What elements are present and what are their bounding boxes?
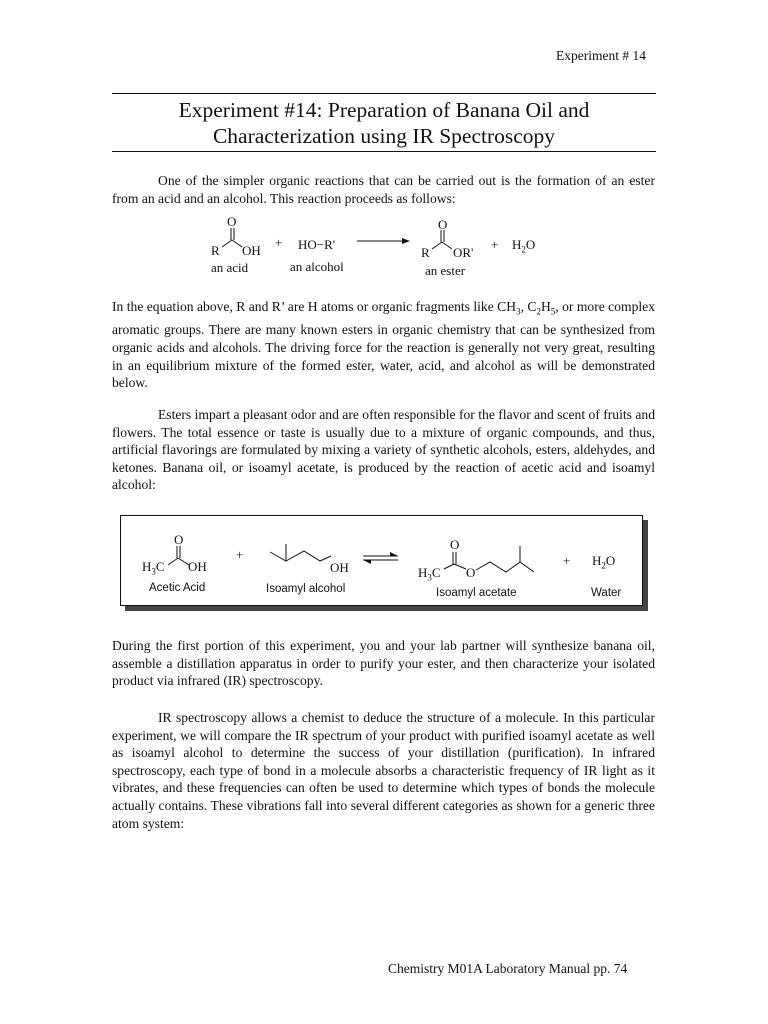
acetic-h: H — [142, 559, 152, 574]
banana-water-formula — [592, 554, 615, 573]
running-header: Experiment # 14 — [556, 48, 646, 63]
p2-text-a: In the equation above, R and R’ are H atoms or organic fragments like CH — [112, 299, 517, 314]
page-title-line-2: Characterization using IR Spectroscopy — [212, 124, 556, 148]
paragraph-intro: One of the simpler organic reactions that can be carried out is the formation of an ester from an acid and an alcohol. This reaction proceeds as follows: — [112, 173, 655, 206]
acid-carbonyl-o: O — [227, 214, 237, 229]
sub-2: 2 — [536, 306, 541, 317]
isoamyl-acetate-carbonyl-o: O — [450, 537, 460, 552]
banana-water-sub: 2 — [601, 560, 606, 571]
alcohol-label: an alcohol — [290, 259, 344, 274]
isoamyl-acetate-ester-o: O — [466, 565, 476, 580]
acetic-acid-label: Acetic Acid — [149, 582, 206, 594]
sub-3: 3 — [516, 306, 521, 317]
paragraph-esters: Esters impart a pleasant odor and are often responsible for the flavor and scent of fruits and flowers. The total essence or taste is usually due to a mixture of organic compounds, and thus, artificial flavorings are formulated by mixing a variety of synthetic alcohols, esters, aldehydes, and ketones. Banana oil, or isoamyl acetate, is produced by the reaction of acetic acid and isoamyl alcohol: — [112, 407, 655, 493]
p2-text-d: , or more complex aromatic groups. There are many known esters in organic chemistry that can be synthesized from organic acids and alcohols. The driving force for the reaction is generally not very great, resulting in an equilibrium mixture of the formed ester, water, acid, and alcohol as will be demonstrated below. — [112, 299, 655, 391]
ester-carbonyl-o: O — [438, 217, 448, 232]
isoamyl-acetate-label: Isoamyl acetate — [436, 587, 517, 599]
plus-sign-3: + — [236, 547, 244, 562]
alcohol-formula: HO−R' — [298, 237, 336, 252]
paragraph-synthesis: During the first portion of this experiment, you and your lab partner will synthesize banana oil, assemble a distillation apparatus in order to purify your ester, and then characterize your isolated product via infrared (IR) spectroscopy. — [112, 638, 655, 689]
acetic-acid-h3c — [142, 560, 165, 579]
page-title-line-1: Experiment #14: Preparation of Banana Oil and — [178, 98, 590, 122]
paragraph-ir-spectroscopy: IR spectroscopy allows a chemist to deduce the structure of a molecule. In this particular experiment, we will compare the IR spectrum of your product with purified isoamyl acetate as well as isoamyl alcohol to determine the success of your distillation (purification). In infrared spectroscopy, each type of bond in a molecule absorbs a characteristic frequency of IR light as it vibrates, and these frequencies can often be used to determine which types of bonds the molecule actually contains. These vibrations fall into several different categories as shown for a generic three atom system: — [112, 710, 655, 831]
page-footer: Chemistry M01A Laboratory Manual pp. 74 — [388, 961, 628, 976]
acid-oh: OH — [242, 243, 261, 258]
plus-sign-4: + — [563, 553, 571, 568]
acetic-c: C — [155, 559, 165, 574]
plus-sign-2: + — [491, 237, 499, 252]
isoamyl-alcohol-oh: OH — [330, 560, 349, 575]
acetate-h: H — [418, 565, 428, 580]
acid-r: R — [211, 243, 220, 258]
ester-r: R — [421, 245, 430, 260]
sub-5: 5 — [550, 306, 556, 317]
banana-water-o: O — [605, 553, 616, 568]
isoamyl-acetate-h3c — [418, 566, 441, 585]
water-label: Water — [591, 587, 622, 599]
water-subscript: 2 — [521, 244, 526, 255]
ester-label: an ester — [425, 263, 466, 278]
banana-water-h: H — [592, 553, 602, 568]
isoamyl-alcohol-label: Isoamyl alcohol — [266, 583, 346, 595]
ester-or-prime: OR' — [453, 245, 474, 260]
acetate-c: C — [431, 565, 441, 580]
acetic-acid-o: O — [174, 532, 184, 547]
water-h: H — [512, 237, 522, 252]
p2-text-c: H — [540, 299, 551, 314]
p2-text-b: , C — [520, 299, 537, 314]
acetic-sub-3: 3 — [151, 566, 156, 577]
plus-sign-1: + — [275, 235, 283, 250]
water-o: O — [525, 237, 536, 252]
acid-label: an acid — [211, 260, 249, 275]
acetic-acid-oh: OH — [188, 559, 207, 574]
acetate-sub-3: 3 — [427, 572, 432, 583]
